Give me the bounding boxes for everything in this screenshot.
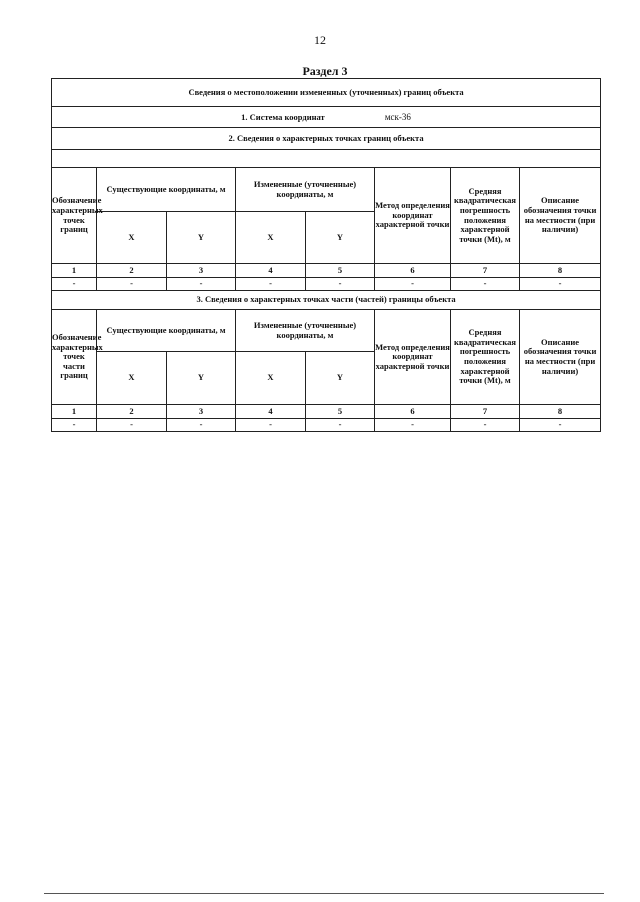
s3-header-changed: Измененные (уточненные) координаты, м xyxy=(236,310,375,352)
s3-cell: - xyxy=(520,419,601,432)
s3-cell: - xyxy=(375,419,451,432)
s2-col-number: 2 xyxy=(97,264,167,278)
s2-cell: - xyxy=(306,278,375,291)
s3-header-existing: Существующие координаты, м xyxy=(97,310,236,352)
main-title: Сведения о местоположении измененных (уточненных) границ объекта xyxy=(52,79,601,107)
s2-header-changed-x: X xyxy=(236,212,306,264)
boundary-info-table xyxy=(51,78,601,432)
s3-cell: - xyxy=(167,419,236,432)
s2-header-error: Средняя квадратическая погрешность положения характерной точки (Mt), м xyxy=(451,168,520,264)
s2-header-changed: Измененные (уточненные) координаты, м xyxy=(236,168,375,212)
s3-header-description: Описание обозначения точки на местности (при наличии) xyxy=(520,310,601,405)
table-row xyxy=(52,419,601,432)
s2-col-number: 5 xyxy=(306,264,375,278)
s2-cell: - xyxy=(236,278,306,291)
section2-spacer xyxy=(52,150,601,168)
page-number: 12 xyxy=(314,33,326,47)
s3-header-method: Метод определения координат характерной точки xyxy=(375,310,451,405)
coord-system-label: 1. Система координат xyxy=(241,111,325,122)
s3-col-number: 8 xyxy=(520,405,601,419)
s3-cell: - xyxy=(451,419,520,432)
s2-header-designation: Обозначение характерных точек границ xyxy=(52,168,97,264)
s2-cell: - xyxy=(52,278,97,291)
coord-system-row xyxy=(52,107,601,128)
s3-cell: - xyxy=(97,419,167,432)
s2-cell: - xyxy=(451,278,520,291)
section2-title: 2. Сведения о характерных точках границ объекта xyxy=(52,128,601,150)
s3-header-changed-x: X xyxy=(236,352,306,405)
s2-header-existing-y: Y xyxy=(167,212,236,264)
s3-cell: - xyxy=(236,419,306,432)
s2-header-existing: Существующие координаты, м xyxy=(97,168,236,212)
section3-title: 3. Сведения о характерных точках части (частей) границы объекта xyxy=(52,291,601,310)
s2-col-number: 6 xyxy=(375,264,451,278)
s3-header-existing-x: X xyxy=(97,352,167,405)
s3-col-number: 4 xyxy=(236,405,306,419)
s3-header-existing-y: Y xyxy=(167,352,236,405)
s3-cell: - xyxy=(52,419,97,432)
s2-col-number: 7 xyxy=(451,264,520,278)
s2-cell: - xyxy=(167,278,236,291)
s2-header-description: Описание обозначения точки на местности (при наличии) xyxy=(520,168,601,264)
s2-col-number: 8 xyxy=(520,264,601,278)
s3-col-number: 5 xyxy=(306,405,375,419)
table-row xyxy=(52,278,601,291)
coord-system-value: мск-36 xyxy=(384,111,411,122)
s2-col-number: 1 xyxy=(52,264,97,278)
s3-col-number: 1 xyxy=(52,405,97,419)
s3-col-number: 3 xyxy=(167,405,236,419)
section-title: Раздел 3 xyxy=(302,64,348,78)
s3-header-error: Средняя квадратическая погрешность положения характерной точки (Mt), м xyxy=(451,310,520,405)
s2-col-number: 4 xyxy=(236,264,306,278)
s2-cell: - xyxy=(375,278,451,291)
s3-header-designation: Обозначение характерных точек части границ xyxy=(52,310,97,405)
s3-number-row xyxy=(52,405,601,419)
s3-col-number: 6 xyxy=(375,405,451,419)
s2-cell: - xyxy=(97,278,167,291)
s2-col-number: 3 xyxy=(167,264,236,278)
bottom-rule xyxy=(44,893,604,894)
s3-col-number: 7 xyxy=(451,405,520,419)
s3-header-changed-y: Y xyxy=(306,352,375,405)
s3-cell: - xyxy=(306,419,375,432)
s2-number-row xyxy=(52,264,601,278)
s2-header-existing-x: X xyxy=(97,212,167,264)
s2-header-changed-y: Y xyxy=(306,212,375,264)
s2-header-method: Метод определения координат характерной точки xyxy=(375,168,451,264)
s2-cell: - xyxy=(520,278,601,291)
s3-col-number: 2 xyxy=(97,405,167,419)
